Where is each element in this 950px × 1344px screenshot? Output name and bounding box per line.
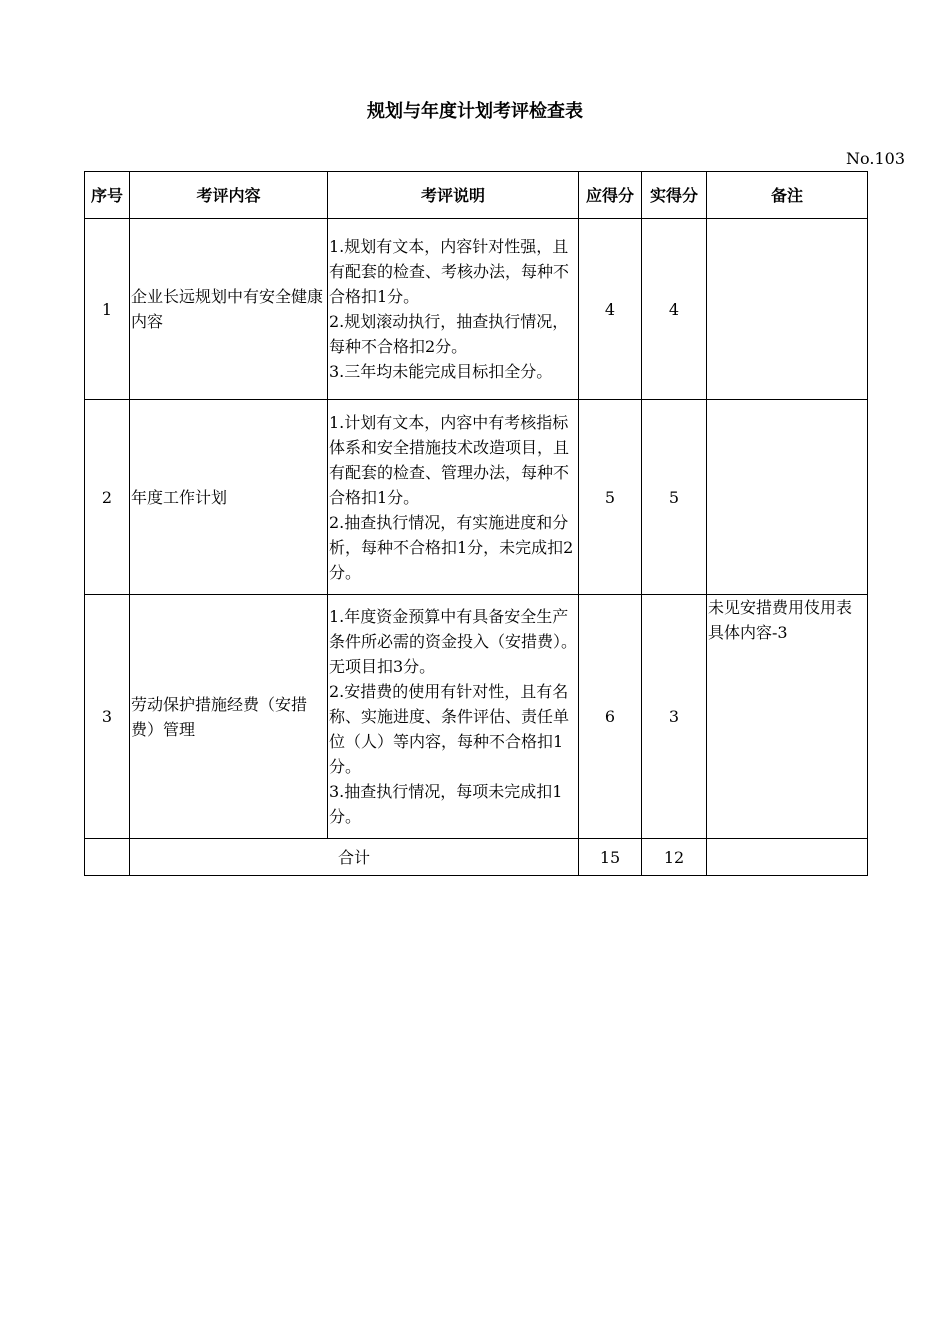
row-remark	[707, 400, 868, 595]
description-line: 1.年度资金预算中有具备安全生产条件所必需的资金投入（安措费）。无项目扣3分。	[329, 607, 578, 676]
total-should-score: 15	[579, 839, 642, 876]
header-remark: 备注	[707, 172, 868, 219]
table-row	[85, 595, 868, 839]
total-row	[85, 839, 868, 876]
row-seq: 3	[85, 595, 130, 839]
row-seq: 1	[85, 219, 130, 400]
total-actual-score: 12	[642, 839, 707, 876]
header-content: 考评内容	[130, 172, 328, 219]
row-actual-score: 5	[642, 400, 707, 595]
table-header-row	[85, 172, 868, 219]
row-should-score: 5	[579, 400, 642, 595]
row-description	[328, 595, 579, 839]
document-number: No.103	[846, 149, 905, 168]
row-should-score: 4	[579, 219, 642, 400]
header-should-score: 应得分	[579, 172, 642, 219]
row-remark	[707, 219, 868, 400]
header-seq: 序号	[85, 172, 130, 219]
row-seq: 2	[85, 400, 130, 595]
description-line: 3.抽查执行情况，每项未完成扣1分。	[329, 782, 563, 826]
row-should-score: 6	[579, 595, 642, 839]
description-line: 2.安措费的使用有针对性，且有名称、实施进度、条件评估、责任单位（人）等内容，每种不合格扣1分。	[329, 682, 570, 776]
header-actual-score: 实得分	[642, 172, 707, 219]
row-actual-score: 3	[642, 595, 707, 839]
table-row	[85, 219, 868, 400]
description-line: 3.三年均未能完成目标扣全分。	[329, 362, 553, 381]
table-row	[85, 400, 868, 595]
description-line: 2.规划滚动执行，抽查执行情况，每种不合格扣2分。	[329, 312, 569, 356]
row-description	[328, 219, 579, 400]
evaluation-table	[84, 171, 868, 876]
description-line: 1.计划有文本，内容中有考核指标体系和安全措施技术改造项目，且有配套的检查、管理办法，每种不合格扣1分。	[329, 412, 570, 507]
row-content: 劳动保护措施经费（安措费）管理	[130, 595, 328, 839]
total-remark-empty	[707, 839, 868, 876]
row-remark: 未见安措费用伎用表具体内容-3	[707, 595, 868, 839]
row-actual-score: 4	[642, 219, 707, 400]
total-seq-empty	[85, 839, 130, 876]
row-content: 年度工作计划	[130, 400, 328, 595]
description-line: 2.抽查执行情况，有实施进度和分析，每种不合格扣1分，未完成扣2分。	[329, 512, 574, 582]
row-description	[328, 400, 579, 595]
total-label: 合计	[130, 839, 579, 876]
header-description: 考评说明	[328, 172, 579, 219]
row-content: 企业长远规划中有安全健康内容	[130, 219, 328, 400]
description-line: 1.规划有文本，内容针对性强，且有配套的检查、考核办法，每种不合格扣1分。	[329, 237, 570, 306]
page-title: 规划与年度计划考评检查表	[367, 101, 583, 122]
